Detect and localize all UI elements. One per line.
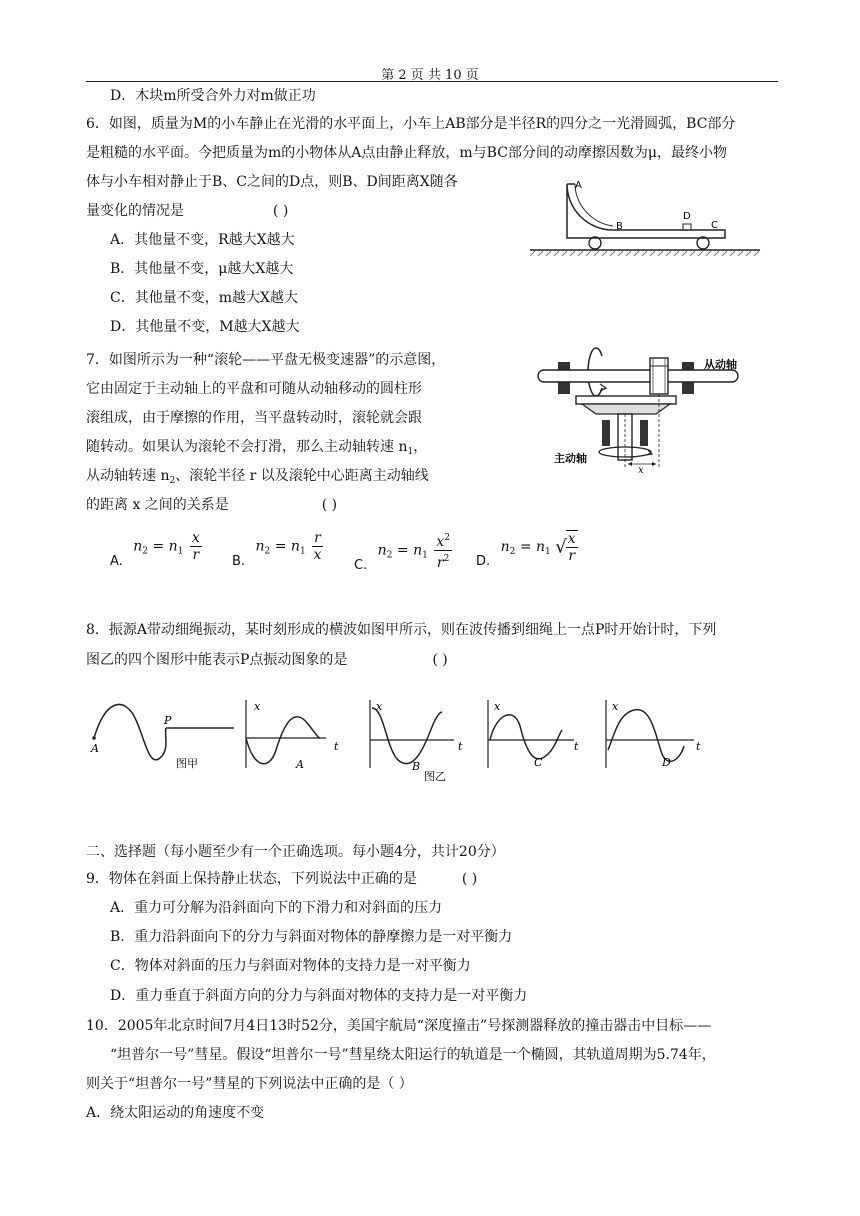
q10-option-a: A．绕太阳运动的角速度不变 xyxy=(86,1105,265,1121)
q7-line-4-text: 随转动。如果认为滚轮不会打滑，那么主动轴转速 n xyxy=(86,439,408,455)
q7-option-c-formula xyxy=(354,530,454,571)
q8-wave-figures xyxy=(86,688,706,788)
graph-b-caption: B xyxy=(412,760,421,773)
q6-option-d: D．其他量不变，M越大X越大 xyxy=(110,319,300,335)
n2-subscript: 2 xyxy=(264,546,271,557)
page-number-header: 第 2 页 共 10 页 xyxy=(381,68,479,83)
denominator: r xyxy=(568,548,576,564)
n1-subscript: 1 xyxy=(422,550,428,561)
n2-subscript: 2 xyxy=(142,546,149,557)
graph-a-curve xyxy=(246,717,320,764)
q9-stem-text: 9．物体在斜面上保持静止状态，下列说法中正确的是 xyxy=(86,871,417,887)
graph-c-curve xyxy=(490,715,562,759)
jia-point-p-label: P xyxy=(164,714,172,727)
q7-option-a-formula xyxy=(110,530,204,569)
section-2-title: 二、选择题（每小题至少有一个正确选项。每小题4分，共计20分） xyxy=(86,844,505,860)
q6-line-2: 是粗糙的水平面。今把质量为m的小物体从A点由静止释放，m与BC部分间的动摩擦因数为μ，最终小物 xyxy=(86,145,728,161)
q8-answer-paren: ( ) xyxy=(432,652,448,668)
yi-caption: 图乙 xyxy=(424,770,446,783)
q10-line-3: 则关于“坦普尔一号”彗星的下列说法中正确的是（ ） xyxy=(86,1076,413,1092)
q9-option-c: C．物体对斜面的压力与斜面对物体的支持力是一对平衡力 xyxy=(110,958,471,974)
graph-d-caption: D xyxy=(662,756,671,769)
graph-c-x-label: x xyxy=(494,700,501,713)
q7-transmission-figure xyxy=(530,340,770,475)
n1-symbol: n xyxy=(536,539,546,555)
n1-subscript: 1 xyxy=(545,547,551,557)
fraction-x2-over-r2 xyxy=(434,530,452,571)
equals-sign: = xyxy=(396,542,409,559)
q8-line-2 xyxy=(86,650,448,670)
q7-option-c-label: C. xyxy=(354,557,368,573)
wave-jia-curve xyxy=(94,704,166,759)
numerator: r xyxy=(314,530,321,546)
q7-line-3: 滚组成，由于摩擦的作用，当平盘转动时，滚轮就会跟 xyxy=(86,410,422,426)
q6-cart-figure xyxy=(525,172,765,262)
n2-symbol: n xyxy=(133,538,143,555)
q7-label-driven-shaft: 从动轴 xyxy=(704,358,737,371)
x-symbol: x xyxy=(436,534,445,550)
jia-point-a-label: A xyxy=(91,742,99,755)
n1-subscript: 1 xyxy=(299,546,306,557)
n2-symbol: n xyxy=(500,539,510,555)
denominator: r xyxy=(192,547,200,563)
r-symbol: r xyxy=(436,555,444,571)
graph-d-t-label: t xyxy=(696,740,701,753)
q6-option-c: C．其他量不变，m越大X越大 xyxy=(110,290,298,306)
n2-symbol: n xyxy=(377,542,387,559)
graph-a-x-label: x xyxy=(254,700,261,713)
graph-a-caption: A xyxy=(296,758,304,771)
numerator: x xyxy=(567,531,576,547)
q7-option-b-formula xyxy=(232,530,325,569)
equals-sign: = xyxy=(519,539,532,555)
q7-line-4-tail: ， xyxy=(413,439,428,455)
q7-line-5 xyxy=(86,466,429,491)
equals-sign: = xyxy=(152,538,165,555)
q6-question-end: 量变化的情况是 xyxy=(86,203,184,219)
graph-b-x-label: x xyxy=(376,700,383,713)
fraction-r-over-x xyxy=(312,530,323,563)
q7-line-4 xyxy=(86,437,427,462)
q5-option-d: D．木块m所受合外力对m做正功 xyxy=(110,88,316,104)
q10-line-2: “坦普尔一号”彗星。假设“坦普尔一号”彗星绕太阳运行的轨道是一个椭圆，其轨道周期为5.74年， xyxy=(110,1047,716,1063)
square-exponent: 2 xyxy=(444,533,450,543)
q9-option-d: D．重力垂直于斜面方向的分力与斜面对物体的支持力是一对平衡力 xyxy=(110,988,528,1004)
n1-symbol: n xyxy=(290,538,300,555)
n2-symbol: n xyxy=(255,538,265,555)
graph-d-x-label: x xyxy=(612,700,619,713)
square-exponent: 2 xyxy=(443,554,450,564)
q7-answer-paren: ( ) xyxy=(321,497,338,513)
q7-option-d-label: D. xyxy=(476,554,491,569)
n2-subscript: 2 xyxy=(509,547,516,557)
n1-symbol: n xyxy=(413,542,423,559)
q6-line-1: 6．如图，质量为M的小车静止在光滑的水平面上，小车上AB部分是半径R的四分之一光滑圆弧，BC部分 xyxy=(86,116,736,132)
graph-d-curve xyxy=(608,710,684,762)
sqrt-sign-icon: √ xyxy=(555,536,567,558)
jia-caption: 图甲 xyxy=(176,757,198,770)
numerator: x xyxy=(191,530,200,546)
q6-label-c: C xyxy=(711,220,718,231)
q9-option-a: A．重力可分解为沿斜面向下的下滑力和对斜面的压力 xyxy=(110,900,443,916)
graph-a-t-label: t xyxy=(334,740,339,753)
q7-line-6-text: 的距离 x 之间的关系是 xyxy=(86,497,229,513)
graph-b-curve xyxy=(372,708,442,764)
q6-option-a: A．其他量不变，R越大X越大 xyxy=(110,232,295,248)
q6-option-b: B．其他量不变，μ越大X越大 xyxy=(110,261,294,277)
graph-c-caption: C xyxy=(534,756,543,769)
q6-label-b: B xyxy=(616,221,623,232)
q7-line-5-tail: 、滚轮半径 r 以及滚轮中心距离主动轴线 xyxy=(175,468,429,484)
n2-subscript: 2 xyxy=(386,550,393,561)
q8-line-2-text: 图乙的四个图形中能表示P点振动图象的是 xyxy=(86,652,348,668)
q7-line-5-text: 从动轴转速 n xyxy=(86,468,170,484)
q7-label-x: x xyxy=(638,465,644,475)
n1-subscript: 1 xyxy=(177,546,184,557)
q6-answer-paren: ( ) xyxy=(272,203,289,219)
q6-label-d: D xyxy=(683,211,691,222)
q6-line-4 xyxy=(86,201,288,221)
q9-option-b: B．重力沿斜面向下的分力与斜面对物体的静摩擦力是一对平衡力 xyxy=(110,929,513,945)
q7-line-2: 它由固定于主动轴上的平盘和可随从动轴移动的圆柱形 xyxy=(86,381,422,397)
graph-b-t-label: t xyxy=(458,740,463,753)
q7-option-b-label: B. xyxy=(232,553,246,569)
q7-label-driving-shaft: 主动轴 xyxy=(554,452,587,465)
q6-label-a: A xyxy=(575,180,582,191)
q7-line-1: 7．如图所示为一种“滚轮——平盘无极变速器”的示意图， xyxy=(86,352,446,368)
q9-stem xyxy=(86,869,477,889)
fraction-x-over-r xyxy=(190,530,202,563)
numerator xyxy=(434,530,452,551)
q10-line-1: 10．2005年北京时间7月4日13时52分，美国宇航局“深度撞击”号探测器释放的撞击器击中目标—— xyxy=(86,1018,712,1034)
q7-n2-subscript: 2 xyxy=(169,476,176,486)
graph-c-t-label: t xyxy=(574,740,579,753)
q6-line-3: 体与小车相对静止于B、C之间的D点，则B、D间距离X随各 xyxy=(86,174,458,190)
q7-n1-subscript: 1 xyxy=(407,447,414,457)
header-rule xyxy=(86,81,778,82)
denominator xyxy=(437,551,449,571)
fraction-x-over-r-under-root xyxy=(566,530,578,564)
q7-option-a-label: A. xyxy=(110,553,123,569)
q7-option-d-formula xyxy=(476,530,580,569)
denominator: x xyxy=(313,547,322,563)
q9-answer-paren: ( ) xyxy=(461,871,478,887)
equals-sign: = xyxy=(274,538,287,555)
n1-symbol: n xyxy=(168,538,178,555)
q8-line-1: 8．振源A带动细绳振动，某时刻形成的横波如图甲所示，则在波传播到细绳上一点P时开始计时，下列 xyxy=(86,622,717,638)
q7-line-6 xyxy=(86,495,337,515)
